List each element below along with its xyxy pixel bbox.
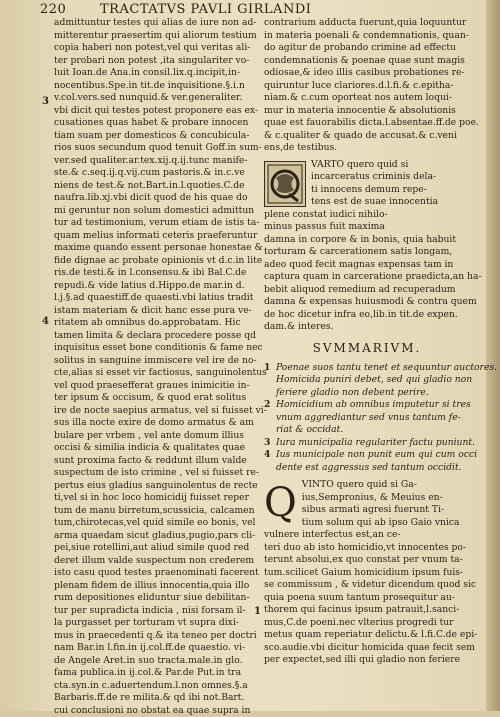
text-line: repudi.& vide latius d.Hippo.de mar.in d. [54,280,260,293]
text-line: damna in corpore & in bonis, quia habuit [264,234,470,247]
text-line: bebit aliquod remedium ad recuperadum [264,284,470,297]
text-line: niens de test.& not.Bart.in.l.quoties.C.de [54,180,260,193]
text-line: cta.syn.in c.aduertendum.l.non omnes.§.a [54,680,260,693]
text-line: cusationes quas habet & probare innocen [54,117,260,130]
summarium-item-line [264,449,470,462]
text-line: teri duo ab isto homicidio,vt innocentes po- [264,542,470,555]
text-line: quae est fauorabilis dicta.l.absentae.ff.de poe. [264,117,470,130]
paragraph-contrarium [264,17,470,155]
text-line: incarceratus criminis dela- [264,171,470,184]
summarium-item-line [264,399,470,412]
text-line: nocentibus.Spe.in tit.de inquisitione.§.i.n [54,80,260,93]
text-line: de Angele Aret.in suo tracta.male.in glo. [54,655,260,668]
summarium-item-text: Ius municipale non punit eum qui cum occi [276,449,477,460]
text-line: & c.qualiter & quado de accusat.& c.veni [264,130,470,143]
text-line: VARTO quero quid si [264,159,470,172]
text-line: fama publica.in ij.col.& Par.de Put.in tra [54,667,260,680]
text-line: la purgasset per torturam vt supra dixi- [54,617,260,630]
summarium-item-line [264,362,470,375]
summarium-heading: SVMMARIVM. [264,342,470,356]
text-line: contrarium adducta fuerunt,quia loquuntur [264,17,470,30]
text-line: quam melius informati ceteris praeferuntur [54,230,260,243]
summarium-item-text: Homicida puniri debet, sed qui gladio non [276,374,472,385]
text-line: ter probari non potest ,ita singulariter vo- [54,55,260,68]
text-line: ter ipsum & occisum, & quod erat solitus [54,392,260,405]
text-line: v.col.vers.sed nunquid.& ver.generaliter. [54,92,260,105]
summarium-item-text: riat & occidat. [276,424,343,435]
summarium-item-number: 2 [264,399,276,412]
text-line: sibus armati agresi fuerunt Ti- [264,504,470,517]
text-line: damna & expensas huiusmodi & contra quem [264,296,470,309]
text-line: pei,siue rotellini,aut aliud simile quod red [54,542,260,555]
paragraph-quinto [264,479,470,667]
text-line: maxime quando essent personae honestae & [54,242,260,255]
summarium-item-text: dente est aggressus sed tantum occidit. [276,462,462,473]
text-line: arma quaedam sicut gladius,pugio,pars cli- [54,530,260,543]
summarium-item-text: Homicidium ab omnibus imputetur si tres [276,399,471,410]
text-line: mitterentur praesertim qui aliorum testium [54,30,260,43]
text-line: occisi & similia indicia & qualitates quae [54,442,260,455]
text-line: plene constat iudici nihilo- [264,209,470,222]
text-line: quiruntur luce clariores.d.l.fi.& c.epitha- [264,80,470,93]
text-line: naufra.lib.xj.vbi dicit quod de his quae do [54,192,260,205]
summarium-item-line [264,412,470,425]
summarium-item-line [264,462,470,475]
summarium-item-line [264,387,470,400]
text-line: solitus in sanguine immiscere vel ire de no- [54,355,260,368]
text-line: ti innocens demum repe- [264,184,470,197]
text-line: rios suos secundum quod tenuit Goff.in sum- [54,142,260,155]
text-line: de hoc dicetur infra eo,lib.in tit.de expen. [264,309,470,322]
text-line: fide dignae ac probate opinionis vt d.c.in lite [54,255,260,268]
text-line: ris.de testi.& in l.consensu.& ibi Bal.C.de [54,267,260,280]
summarium-item-number: 4 [264,449,276,462]
large-initial-q: Q [264,483,297,527]
text-line: tium solum qui ab ipso Gaio vnica [264,517,470,530]
page-gutter-shadow [486,0,500,711]
text-line: Barbaris.ff.de re milita.& qd ibi not.Bart. [54,692,260,705]
text-line: in materia poenali & condemnationis, quan- [264,30,470,43]
text-line: mi geruntur non solum domestici admittun [54,205,260,218]
text-line: ti,vel si in hoc loco homicidij fuisset reper [54,492,260,505]
text-line: captura quam in carceratione praedicta,an ha- [264,271,470,284]
text-line: suspectum de isto crimine , vel si fuisset re- [54,467,260,480]
text-line: terunt absolui,ex quo constat per vnum ta- [264,554,470,567]
text-line: adeo quod fecit magnas expensas tam in [264,259,470,272]
folio-number: 220 [40,2,66,17]
text-line: tur ad testimonium, verum etiam de istis ta- [54,217,260,230]
text-line: vulnere interfectus est,an ce- [264,529,470,542]
summarium-list [264,362,470,475]
text-line: metus quam reperiatur delictu.& l.fi.C.de epi- [264,629,470,642]
text-line: tens est de suae innocentia [264,196,470,209]
text-line: sus illa nocte exire de domo armatus & am [54,417,260,430]
left-text-column [54,17,260,717]
text-line: ire de nocte saepius armatus, vel si fuisset vi- [54,405,260,418]
summarium-item-text: vnum aggrediantur sed vnus tantum fe- [276,412,461,423]
text-line: plenam fidem de illius innocentia,quia illo [54,580,260,593]
summarium-item-text: Iura municipalia regulariter factu puniunt. [276,437,475,448]
summarium-item-number: 1 [264,362,276,375]
text-line: do agitur de probando crimine ad effectu [264,42,470,55]
text-line: tum.scilicet Gaium homicidium ipsum fuis- [264,567,470,580]
text-line: mur in materia innocentie & absolutionis [264,105,470,118]
text-line: se commissum , & videtur dicendum quod sic [264,579,470,592]
summarium-item-text: feriere gladio non debent perire. [276,387,429,398]
text-line: mus in praecedenti q.& ita teneo per doctri [54,630,260,643]
margin-number: 3 [42,96,49,107]
summarium-item-line [264,374,470,387]
text-line: pertus eius gladius sanguinolentus de recte [54,480,260,493]
text-line: tum de manu birretum,scussicia, calcamen [54,505,260,518]
summarium-item-line [264,437,470,450]
margin-number: 4 [42,316,49,327]
text-line: cui conclusioni no obstat ea quae supra in [54,705,260,717]
text-line: bulare per vrbem , vel ante domum illius [54,430,260,443]
text-line: niam.& c.cum oporteat nos autem loqui- [264,92,470,105]
right-text-column [264,17,470,667]
text-line: nam Bar.in l.fin.in ij.col.ff.de quaestio. vi- [54,642,260,655]
text-line: VINTO quero quid si Ga- [264,479,470,492]
text-line: dam.& interes. [264,321,470,334]
text-line: ritatem ab omnibus do.approbatam. Hic [54,317,260,330]
text-line: luit Ioan.de Ana.in consil.lix.q.incipit,in- [54,67,260,80]
text-line: sco.audie.vbi dicitur homicida quae fecit sem [264,642,470,655]
text-line: odiosae,& ideo illis casibus probationes re- [264,67,470,80]
text-line: vel quod praesefferat graues inimicitie in- [54,380,260,393]
margin-number: 1 [254,606,261,617]
text-line: isto casu quod testes praenominati facerent [54,567,260,580]
text-line: inquisitus esset bone conditionis & fame nec [54,342,260,355]
page-header [40,2,470,16]
text-line: minus passus fuit maxima [264,221,470,234]
text-line: tamen limita & declara procedere posse qd [54,330,260,343]
text-line: tur per supradicta indicia , nisi forsam il- [54,605,260,618]
text-line: admittuntur testes qui alias de iure non ad- [54,17,260,30]
text-line: per expectet,sed illi qui gladio non feriere [264,654,470,667]
text-line: mus,C.de poeni.nec vlterius progredi tur [264,617,470,630]
text-line: ens,de testibus. [264,142,470,155]
text-line: l.j.§.ad quaestiff.de quaesti.vbi latius tradit [54,292,260,305]
text-line: ver.sed qualiter.ar.tex.xij.q.ij.tunc manife- [54,155,260,168]
text-line: tiam suam per domesticos & concubicula- [54,130,260,143]
running-head: TRACTATVS PAVLI GIRLANDI [100,2,311,17]
text-line: ste.& c.seq.ij.q.vij.cum pastoris.& in.c.ve [54,167,260,180]
text-line: istam materiam & dicit hanc esse pura ve- [54,305,260,318]
text-line: quia poena suum tantum prosequitur au- [264,592,470,605]
summarium-item-line [264,424,470,437]
text-line: torturam & carcerationem satis longam, [264,246,470,259]
text-line: vbi dicit qui testes potest proponere eas ex- [54,105,260,118]
text-line: thorem qui facinus ipsum patrauit,l.sanci- [264,604,470,617]
ornament-icon [267,164,303,204]
text-line: copia haberi non potest,vel qui veritas ali- [54,42,260,55]
paragraph-quarto [264,159,470,334]
text-line: deret illum valde suspectum non crederem [54,555,260,568]
text-line: cte,alias si esset vir factiosus, sanguinolentus [54,367,260,380]
summarium-item-number: 3 [264,437,276,450]
text-line: condemnationis & poenae quae sunt magis [264,55,470,68]
text-line: rum depositiones eliduntur siue debilitan- [54,592,260,605]
decorated-initial-q [264,161,306,207]
text-line: ius,Sempronius, & Meuius en- [264,492,470,505]
summarium-item-text: Poenae suos tantu tenet et sequuntur auctores. [276,362,497,373]
text-line: sunt proxima facto & reddunt illum valde [54,455,260,468]
text-line: tum,chirotecas,vel quid simile eo bonis, vel [54,517,260,530]
